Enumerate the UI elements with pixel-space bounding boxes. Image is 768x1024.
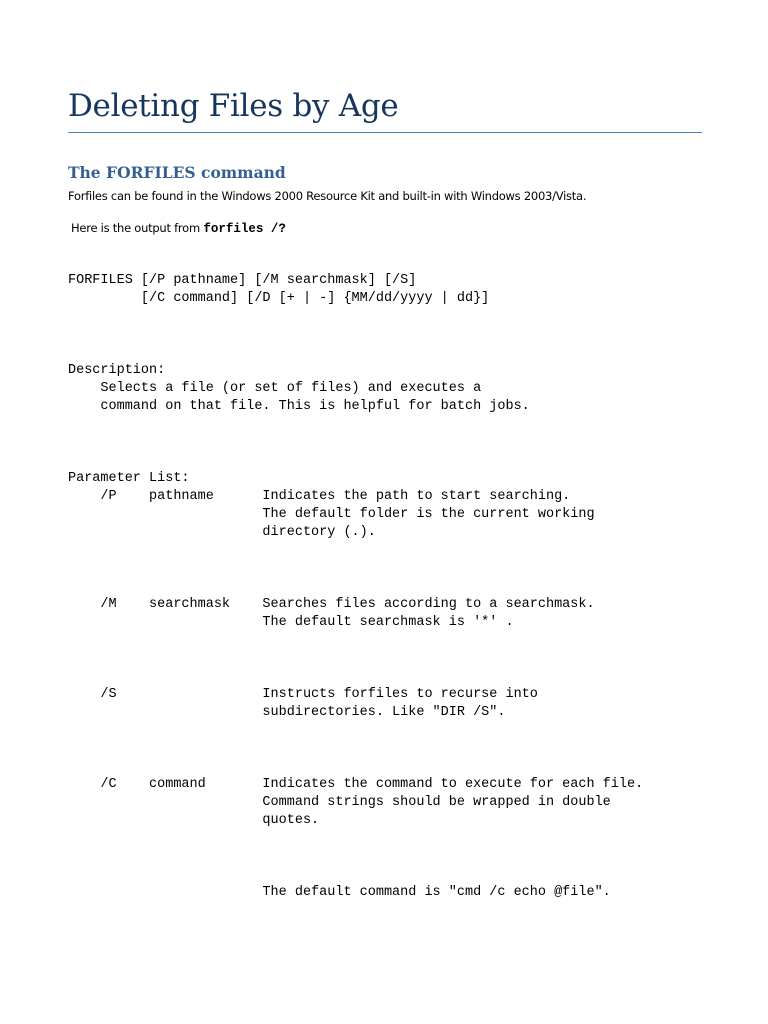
- page-title: Deleting Files by Age: [68, 88, 399, 124]
- output-intro-paragraph: [71, 221, 286, 236]
- intro-paragraph: Forfiles can be found in the Windows 2000 Resource Kit and built-in with Windows 2003/Vista.: [68, 189, 587, 203]
- command-help-output: FORFILES [/P pathname] [/M searchmask] [/S] [/C command] [/D [+ | -] {MM/dd/yyyy | dd}] Description: Selects a file (or set of files) and executes a command on that file. This is helpful for batch jobs. Parameter List: /P pathname Indicates the path to start searching. The default folder is the current working directory (.). /M searchmask Searches files according to a searchmask. The default searchmask is '*' . /S Instructs forfiles to recurse into subdirectories. Like "DIR /S". /C command Indicates the command to execute for each file. Command strings should be wrapped in double quotes. The default command is "cmd /c echo @file".: [68, 273, 644, 900]
- output-intro-text: Here is the output from: [71, 221, 204, 235]
- section-heading: The FORFILES command: [68, 163, 286, 182]
- inline-command: forfiles /?: [203, 222, 286, 236]
- title-underline: [68, 132, 702, 133]
